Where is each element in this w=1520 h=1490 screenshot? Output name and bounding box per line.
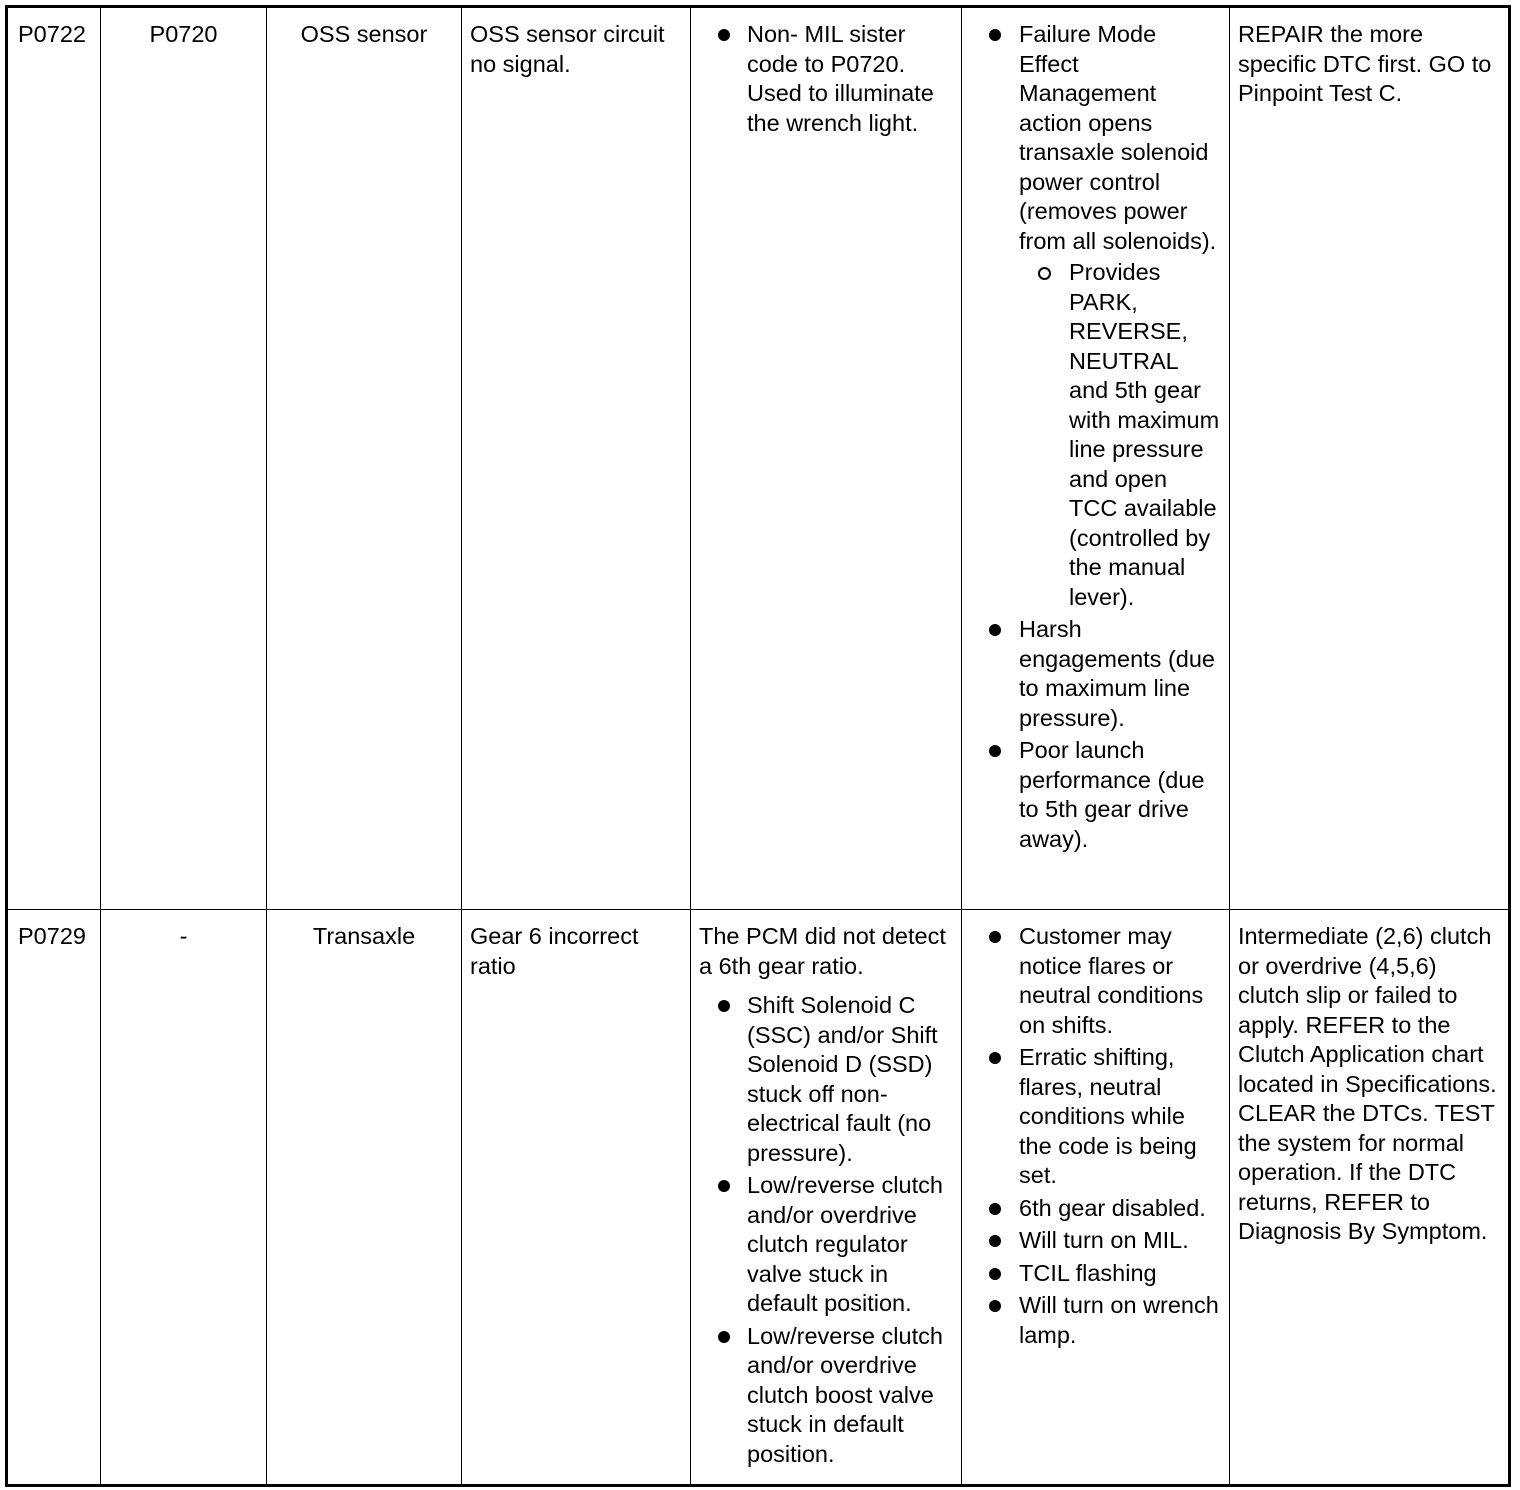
component-cell xyxy=(267,7,462,910)
list-item: Erratic shifting, flares, neutral conditions while the code is being set. xyxy=(970,1043,1221,1191)
symptom-text: Failure Mode Effect Management action opens transaxle solenoid power control (removes power from all solenoids). xyxy=(1019,21,1217,254)
conditions-list xyxy=(699,20,953,138)
dtc-code: P0729 xyxy=(18,923,86,949)
sister-code: - xyxy=(179,923,188,949)
dtc-code-cell xyxy=(7,910,101,1486)
table-row xyxy=(7,7,1510,910)
list-item: Low/reverse clutch and/or overdrive clutch boost valve stuck in default position. xyxy=(699,1322,953,1470)
description-cell xyxy=(462,7,691,910)
list-item xyxy=(970,20,1221,612)
symptoms-cell xyxy=(962,910,1230,1486)
conditions-text: The PCM did not detect a 6th gear ratio. xyxy=(699,923,946,979)
component-cell xyxy=(267,910,462,1486)
sub-list xyxy=(1019,258,1221,612)
list-item: Will turn on MIL. xyxy=(970,1226,1221,1256)
sub-list-item: Provides PARK, REVERSE, NEUTRAL and 5th gear with maximum line pressure and open TCC available (controlled by the manual lever). xyxy=(1019,258,1221,612)
symptoms-list xyxy=(970,922,1221,1350)
description: OSS sensor circuit no signal. xyxy=(470,21,665,77)
symptoms-list xyxy=(970,20,1221,854)
list-item: TCIL flashing xyxy=(970,1259,1221,1289)
component: Transaxle xyxy=(312,923,416,949)
conditions-cell xyxy=(691,910,962,1486)
dtc-code: P0722 xyxy=(18,21,86,47)
list-item: Shift Solenoid C (SSC) and/or Shift Solenoid D (SSD) stuck off non-electrical fault (no pressure). xyxy=(699,991,953,1168)
symptoms-cell xyxy=(962,7,1230,910)
action-text: REPAIR the more specific DTC first. GO to Pinpoint Test C. xyxy=(1238,21,1492,106)
sister-code: P0720 xyxy=(149,21,218,47)
sister-code-cell xyxy=(101,910,267,1486)
list-item: Non- MIL sister code to P0720. Used to illuminate the wrench light. xyxy=(699,20,953,138)
conditions-cell xyxy=(691,7,962,910)
action-text: Intermediate (2,6) clutch or overdrive (4,5,6) clutch slip or failed to apply. REFER to the Clutch Application chart located in Specifications. CLEAR the DTCs. TEST the system for normal operation. If the DTC returns, REFER to Diagnosis By Symptom. xyxy=(1238,923,1497,1244)
action-cell xyxy=(1230,7,1510,910)
table-row xyxy=(7,910,1510,1486)
description: Gear 6 incorrect ratio xyxy=(470,923,639,979)
list-item: Will turn on wrench lamp. xyxy=(970,1291,1221,1350)
list-item: Low/reverse clutch and/or overdrive clutch regulator valve stuck in default position. xyxy=(699,1171,953,1319)
conditions-list xyxy=(699,991,953,1469)
list-item: Customer may notice flares or neutral conditions on shifts. xyxy=(970,922,1221,1040)
component: OSS sensor xyxy=(300,21,428,47)
action-cell xyxy=(1230,910,1510,1486)
description-cell xyxy=(462,910,691,1486)
list-item: Poor launch performance (due to 5th gear drive away). xyxy=(970,736,1221,854)
dtc-code-cell xyxy=(7,7,101,910)
sister-code-cell xyxy=(101,7,267,910)
dtc-table xyxy=(5,5,1511,1487)
list-item: Harsh engagements (due to maximum line pressure). xyxy=(970,615,1221,733)
list-item: 6th gear disabled. xyxy=(970,1194,1221,1224)
